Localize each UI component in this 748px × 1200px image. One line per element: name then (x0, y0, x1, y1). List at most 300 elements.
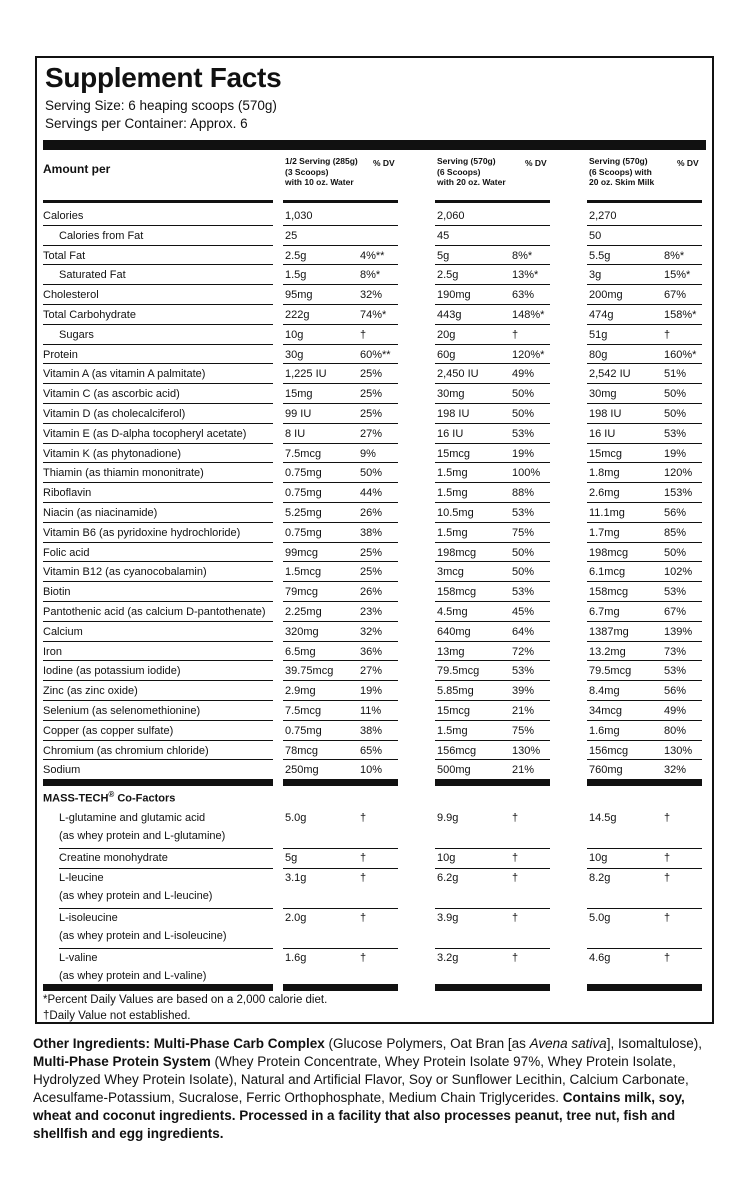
table-row (37, 463, 716, 483)
bottom-bar (435, 984, 550, 991)
dv-value: 50% (664, 408, 687, 420)
table-row (37, 483, 716, 503)
row-rule (59, 868, 273, 869)
amount-value: 3mcg (437, 566, 464, 579)
amount-value: 500mg (437, 764, 471, 777)
dv-value: † (664, 812, 671, 824)
amount-value: 198mcg (437, 546, 477, 559)
amount-value: 1387mg (589, 625, 629, 638)
dv-value: 74%* (360, 309, 387, 321)
amount-value: 0.75mg (285, 526, 322, 539)
nutrient-name: Iodine (as potassium iodide) (43, 665, 181, 678)
cofactor-name: L-glutamine and glutamic acid (59, 812, 206, 824)
amount-value: 4.6g (589, 952, 611, 964)
dv-value: † (360, 912, 367, 924)
amount-value: 15mcg (437, 447, 471, 460)
dv-value: 36% (360, 645, 383, 658)
amount-value: 1.5mg (437, 467, 468, 480)
nutrient-name: Niacin (as niacinamide) (43, 507, 158, 519)
dv-value: 23% (360, 606, 383, 618)
cofactors-title: MASS-TECH® Co-Factors (43, 790, 176, 805)
amount-value: 39.75mcg (285, 665, 334, 678)
amount-value: 1.5mg (437, 526, 468, 539)
table-row (37, 206, 716, 226)
nutrient-name: Riboflavin (43, 487, 92, 500)
row-rule (587, 848, 702, 849)
dv-value: 32% (360, 625, 383, 638)
amount-value: 13.2mg (589, 645, 626, 658)
bottom-bar (587, 984, 702, 991)
amount-value: 6.1mcg (589, 566, 626, 579)
cofactor-source: (as whey protein and L-glutamine) (59, 830, 226, 842)
dv-value: 4%** (360, 249, 385, 262)
amount-value: 0.75mg (285, 487, 322, 500)
dv-value: 53% (512, 665, 535, 678)
dv-value: † (512, 912, 519, 924)
nutrient-name: Vitamin B6 (as pyridoxine hydrochloride) (43, 526, 241, 539)
dv-value: 153% (664, 487, 693, 500)
amount-value: 156mcg (589, 744, 629, 757)
nutrient-name: Vitamin E (as D-alpha tocopheryl acetate) (43, 427, 247, 440)
dv-value: 27% (360, 427, 383, 440)
servings-per-container: Servings per Container: Approx. 6 (45, 116, 248, 131)
section-bar (587, 779, 702, 786)
dv-value: 72% (512, 645, 535, 658)
nutrient-name: Selenium (as selenomethionine) (43, 705, 201, 717)
amount-value: 6.2g (437, 872, 459, 884)
amount-value: 222g (285, 309, 310, 321)
nutrient-name: Chromium (as chromium chloride) (43, 744, 209, 757)
amount-value: 14.5g (589, 812, 617, 824)
supplement-facts-panel (35, 56, 714, 1024)
amount-value: 320mg (285, 625, 319, 638)
amount-value: 8.2g (589, 872, 611, 884)
dv-value: 120%* (512, 348, 545, 361)
table-row (37, 345, 716, 365)
nutrient-name: Biotin (43, 586, 71, 599)
dv-value: 49% (512, 368, 535, 381)
header-rule (435, 200, 550, 203)
nutrient-name: Sugars (59, 328, 94, 341)
nutrient-name: Vitamin D (as cholecalciferol) (43, 408, 186, 420)
amount-value: 10g (589, 852, 608, 864)
table-row (37, 642, 716, 662)
dv-value: 130% (664, 744, 693, 757)
row-rule (587, 868, 702, 869)
dv-value: † (360, 852, 367, 864)
amount-value: 3g (589, 269, 602, 282)
table-row (37, 285, 716, 305)
nutrient-name: Total Fat (43, 249, 86, 262)
dv-value: 13%* (512, 269, 539, 282)
amount-value: 10g (437, 852, 456, 864)
amount-value: 1.5mg (437, 724, 468, 737)
amount-value: 80g (589, 348, 608, 361)
amount-value: 51g (589, 328, 608, 341)
dv-value: 38% (360, 526, 383, 539)
dv-value: 32% (360, 289, 383, 302)
other-ingredients: Other Ingredients: Multi-Phase Carb Complex (Glucose Polymers, Oat Bran [as Avena sativa], Isomaltulose), Multi-Phase Protein System (Whey Protein Concentrate, Whey Protein Isolate 97%, Whey Protein Isolate, Hydrolyzed Whey Protein Isolate), Natural and Artificial Flavor, Soy or Sunflower Lecithin, Calcium Carbonate, Acesulfame-Potassium, Sucralose, Ferric Orthophosphate, Medium Chain Triglycerides. Contains milk, soy, wheat and coconut ingredients. Processed in a facility that also processes peanut, tree nut, fish and shellfish and egg ingredients. (33, 1036, 702, 1141)
amount-value: 474g (589, 309, 614, 321)
bottom-bar (43, 984, 273, 991)
dv-value: 67% (664, 289, 687, 302)
amount-value: 8.4mg (589, 685, 620, 698)
nutrient-name: Copper (as copper sulfate) (43, 724, 174, 737)
table-row (37, 808, 716, 848)
amount-value: 4.5mg (437, 606, 468, 618)
dv-value: 25% (360, 388, 383, 401)
row-rule (59, 908, 273, 909)
dv-value: 53% (512, 507, 535, 519)
row-rule (283, 908, 398, 909)
nutrient-name: Total Carbohydrate (43, 309, 136, 321)
amount-value: 198 IU (589, 408, 622, 420)
nutrient-name: Iron (43, 645, 62, 658)
bottom-bar (283, 984, 398, 991)
row-rule (283, 868, 398, 869)
row-rule (435, 848, 550, 849)
amount-value: 9.9g (437, 812, 459, 824)
section-bar (43, 779, 273, 786)
section-bar (435, 779, 550, 786)
dv-value: 64% (512, 625, 535, 638)
dv-value: 19% (360, 685, 383, 698)
amount-value: 16 IU (437, 427, 464, 440)
amount-value: 5.0g (285, 812, 307, 824)
dv-value: 130% (512, 744, 541, 757)
amount-value: 156mcg (437, 744, 477, 757)
amount-value: 3.2g (437, 952, 459, 964)
cofactor-source: (as whey protein and L-leucine) (59, 890, 213, 902)
dv-value: 53% (664, 427, 687, 440)
dv-header: % DV (525, 158, 547, 168)
amount-value: 10g (285, 328, 304, 341)
dv-header: % DV (677, 158, 699, 168)
amount-value: 3.1g (285, 872, 307, 884)
nutrient-name: Zinc (as zinc oxide) (43, 685, 138, 698)
table-row (37, 848, 716, 868)
table-row (37, 681, 716, 701)
cofactor-name: Creatine monohydrate (59, 852, 168, 864)
table-row (37, 721, 716, 741)
amount-value: 640mg (437, 625, 471, 638)
dv-value: 21% (512, 764, 535, 777)
cofactor-name: L-leucine (59, 872, 104, 884)
dv-value: 56% (664, 685, 687, 698)
amount-value: 443g (437, 309, 462, 321)
dv-value: 60%** (360, 348, 391, 361)
nutrient-name: Saturated Fat (59, 269, 126, 282)
amount-value: 158mcg (589, 586, 629, 599)
nutrient-name: Vitamin K (as phytonadione) (43, 447, 181, 460)
amount-value: 2,542 IU (589, 368, 631, 381)
amount-value: 11.1mg (589, 507, 625, 519)
table-row (37, 948, 716, 988)
panel-title: Supplement Facts (45, 62, 282, 93)
column-header-serving-milk: Serving (570g) (6 Scoops) with 20 oz. Skim Milk (589, 156, 655, 187)
table-row (37, 226, 716, 246)
amount-value: 1,225 IU (285, 368, 327, 381)
header-rule (283, 200, 398, 203)
dv-value: † (360, 328, 367, 341)
amount-value: 3.9g (437, 912, 459, 924)
table-row (37, 424, 716, 444)
nutrient-name: Cholesterol (43, 289, 99, 302)
amount-value: 2.25mg (285, 606, 322, 618)
amount-value: 2.9mg (285, 685, 316, 698)
amount-value: 198mcg (589, 546, 629, 559)
amount-value: 13mg (437, 645, 465, 658)
amount-value: 190mg (437, 289, 471, 302)
dv-value: 19% (512, 447, 535, 460)
dv-value: 100% (512, 467, 541, 480)
dv-value: † (512, 852, 519, 864)
table-row (37, 325, 716, 345)
table-row (37, 444, 716, 464)
dv-value: 50% (512, 546, 535, 559)
dv-value: 80% (664, 724, 687, 737)
dv-value: † (664, 912, 671, 924)
footnote-dagger: †Daily Value not established. (43, 1010, 191, 1022)
dv-value: 53% (664, 665, 687, 678)
nutrient-name: Thiamin (as thiamin mononitrate) (43, 467, 204, 480)
table-row (37, 868, 716, 908)
section-bar (283, 779, 398, 786)
amount-value: 1.7mg (589, 526, 620, 539)
dv-value: 8%* (360, 269, 381, 282)
dv-value: 75% (512, 526, 535, 539)
table-row (37, 661, 716, 681)
dv-value: 56% (664, 507, 687, 519)
dv-value: 9% (360, 447, 376, 460)
amount-value: 1.8mg (589, 467, 620, 480)
dv-value: 88% (512, 487, 535, 500)
amount-value: 79.5mcg (437, 665, 480, 678)
amount-value: 15mcg (589, 447, 623, 460)
table-row (37, 265, 716, 285)
row-rule (435, 868, 550, 869)
table-row (37, 582, 716, 602)
row-rule (435, 948, 550, 949)
table-row (37, 384, 716, 404)
table-row (37, 562, 716, 582)
amount-value: 1.6g (285, 952, 307, 964)
dv-value: † (360, 812, 367, 824)
dv-value: 45% (512, 606, 535, 618)
cofactor-source: (as whey protein and L-valine) (59, 970, 207, 982)
amount-value: 60g (437, 348, 456, 361)
row-rule (283, 948, 398, 949)
dv-value: 53% (512, 586, 535, 599)
amount-value: 16 IU (589, 427, 616, 440)
amount-value: 34mcg (589, 705, 623, 717)
dv-value: 10% (360, 764, 383, 777)
dv-value: 38% (360, 724, 383, 737)
table-row (37, 602, 716, 622)
amount-value: 99 IU (285, 408, 312, 420)
dv-value: 25% (360, 408, 383, 420)
amount-value: 2.5g (285, 249, 307, 262)
footnote-dv: *Percent Daily Values are based on a 2,000 calorie diet. (43, 994, 328, 1006)
dv-value: 67% (664, 606, 687, 618)
dv-value: † (360, 952, 367, 964)
cofactor-name: L-valine (59, 952, 98, 964)
amount-value: 78mcg (285, 744, 319, 757)
amount-value: 200mg (589, 289, 623, 302)
nutrient-name: Protein (43, 348, 78, 361)
table-row (37, 908, 716, 948)
dv-value: 8%* (512, 249, 533, 262)
table-row (37, 741, 716, 761)
table-row (37, 503, 716, 523)
header-rule (587, 200, 702, 203)
dv-value: 50% (664, 388, 687, 401)
amount-per-header: Amount per (43, 162, 111, 176)
amount-value: 2,060 (437, 210, 465, 222)
nutrient-name: Calcium (43, 625, 83, 638)
table-row (37, 305, 716, 325)
dv-value: 65% (360, 744, 383, 757)
amount-value: 15mcg (437, 705, 471, 717)
dv-value: 75% (512, 724, 535, 737)
amount-value: 198 IU (437, 408, 470, 420)
dv-header: % DV (373, 158, 395, 168)
row-rule (283, 848, 398, 849)
dv-value: 148%* (512, 309, 545, 321)
amount-value: 2,450 IU (437, 368, 479, 381)
column-header-half-serving: 1/2 Serving (285g) (3 Scoops) with 10 oz. Water (285, 156, 358, 187)
amount-value: 1.5mg (437, 487, 468, 500)
amount-value: 10.5mg (437, 507, 474, 519)
amount-value: 1,030 (285, 210, 313, 222)
amount-value: 1.5g (285, 269, 307, 282)
dv-value: 27% (360, 665, 383, 678)
amount-value: 250mg (285, 764, 319, 777)
dv-value: 53% (664, 586, 687, 599)
dv-value: 11% (360, 705, 382, 717)
dv-value: 63% (512, 289, 535, 302)
table-row (37, 246, 716, 266)
dv-value: 158%* (664, 309, 697, 321)
dv-value: 85% (664, 526, 687, 539)
amount-value: 15mg (285, 388, 313, 401)
nutrient-name: Folic acid (43, 546, 90, 559)
dv-value: 139% (664, 625, 693, 638)
dv-value: † (512, 952, 519, 964)
dv-value: 26% (360, 507, 383, 519)
amount-value: 1.6mg (589, 724, 620, 737)
amount-value: 0.75mg (285, 724, 322, 737)
amount-value: 30g (285, 348, 304, 361)
dv-value: 49% (664, 705, 687, 717)
amount-value: 25 (285, 229, 298, 242)
nutrient-name: Sodium (43, 764, 81, 777)
dv-value: † (664, 852, 671, 864)
amount-value: 8 IU (285, 427, 306, 440)
cofactor-source: (as whey protein and L-isoleucine) (59, 930, 227, 942)
amount-value: 45 (437, 229, 450, 242)
amount-value: 7.5mcg (285, 447, 322, 460)
dv-value: † (664, 952, 671, 964)
table-row (37, 543, 716, 563)
row-rule (587, 908, 702, 909)
column-header-serving-water: Serving (570g) (6 Scoops) with 20 oz. Water (437, 156, 506, 187)
nutrient-name: Vitamin C (as ascorbic acid) (43, 388, 180, 401)
amount-value: 20g (437, 328, 456, 341)
row-rule (59, 848, 273, 849)
table-row (37, 760, 716, 780)
dv-value: 32% (664, 764, 687, 777)
amount-value: 95mg (285, 289, 313, 302)
row-rule (435, 908, 550, 909)
amount-value: 2,270 (589, 210, 617, 222)
dv-value: 102% (664, 566, 693, 579)
nutrient-name: Vitamin B12 (as cyanocobalamin) (43, 566, 207, 579)
amount-value: 5.85mg (437, 685, 474, 698)
amount-value: 79mcg (285, 586, 319, 599)
dv-value: 120% (664, 467, 693, 480)
dv-value: 15%* (664, 269, 691, 282)
serving-size: Serving Size: 6 heaping scoops (570g) (45, 98, 277, 113)
dv-value: † (360, 872, 367, 884)
dv-value: † (664, 872, 671, 884)
amount-value: 2.5g (437, 269, 459, 282)
dv-value: 53% (512, 427, 535, 440)
amount-value: 5g (437, 249, 450, 262)
dv-value: 160%* (664, 348, 697, 361)
dv-value: 50% (512, 566, 535, 579)
amount-value: 6.5mg (285, 645, 316, 658)
table-row (37, 701, 716, 721)
dv-value: 26% (360, 586, 383, 599)
amount-value: 5.5g (589, 249, 611, 262)
amount-value: 99mcg (285, 546, 319, 559)
amount-value: 1.5mcg (285, 566, 322, 579)
dv-value: 51% (664, 368, 687, 381)
amount-value: 30mg (589, 388, 617, 401)
amount-value: 5.0g (589, 912, 611, 924)
dv-value: 44% (360, 487, 383, 500)
dv-value: 25% (360, 566, 383, 579)
amount-value: 2.0g (285, 912, 307, 924)
row-rule (59, 948, 273, 949)
amount-value: 7.5mcg (285, 705, 322, 717)
header-rule (43, 200, 273, 203)
amount-value: 79.5mcg (589, 665, 632, 678)
dv-value: 50% (360, 467, 383, 480)
dv-value: 50% (512, 388, 535, 401)
nutrient-name: Calories (43, 210, 84, 222)
amount-value: 760mg (589, 764, 623, 777)
amount-value: 2.6mg (589, 487, 620, 500)
nutrient-name: Vitamin A (as vitamin A palmitate) (43, 368, 206, 381)
amount-value: 6.7mg (589, 606, 620, 618)
amount-value: 5.25mg (285, 507, 322, 519)
amount-value: 30mg (437, 388, 465, 401)
dv-value: 19% (664, 447, 687, 460)
dv-value: 50% (664, 546, 687, 559)
dv-value: † (512, 328, 519, 341)
dv-value: 25% (360, 368, 383, 381)
table-row (37, 364, 716, 384)
table-row (37, 404, 716, 424)
table-row (37, 622, 716, 642)
amount-value: 5g (285, 852, 298, 864)
dv-value: † (512, 812, 519, 824)
amount-value: 0.75mg (285, 467, 322, 480)
row-rule (587, 948, 702, 949)
nutrient-name: Pantothenic acid (as calcium D-pantothenate) (43, 606, 266, 618)
